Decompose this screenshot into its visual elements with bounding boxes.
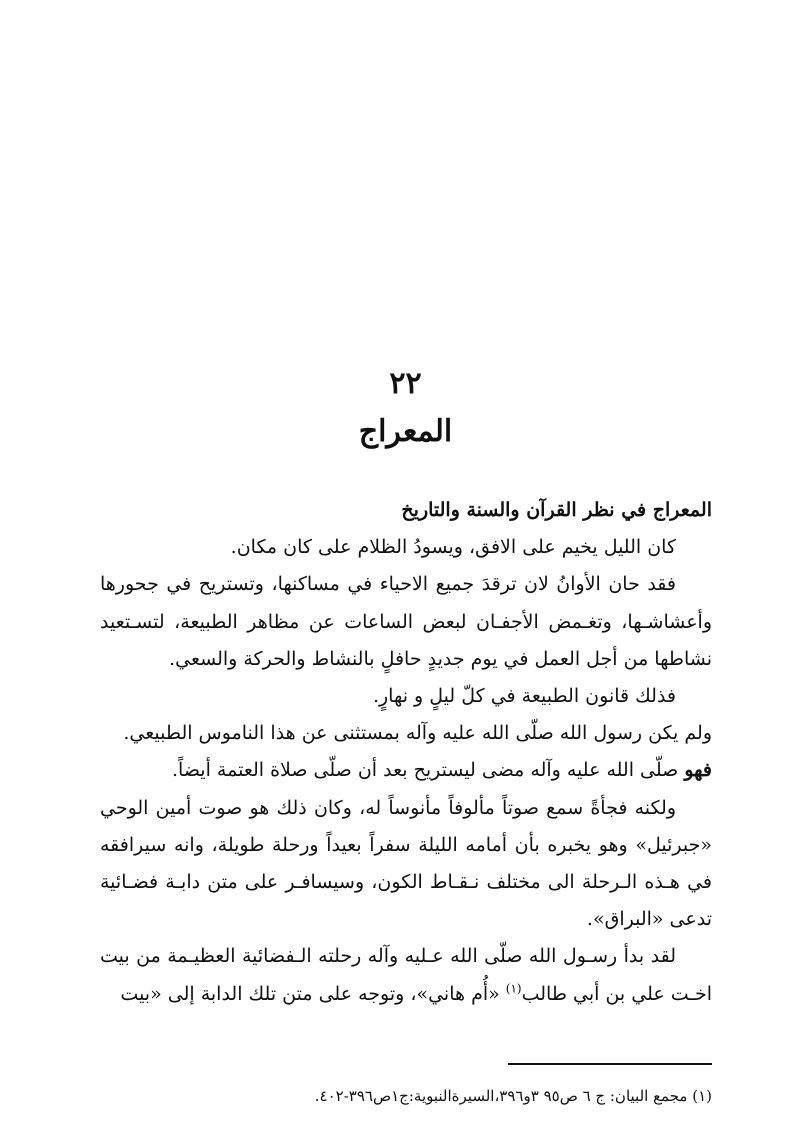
chapter-number: ٢٢ [389, 366, 422, 401]
chapter-title: المعراج [358, 414, 453, 449]
paragraph-5 [100, 752, 712, 789]
paragraph-5-rest: صلّى الله عليه وآله مضى ليستريح بعد أن صلّى صلاة العتمة أيضاً. [172, 759, 685, 782]
paragraph-6: ولكنه فجأةً سمع صوتاً مألوفاً مأنوساً له، وكان ذلك هو صوت أمين الوحي «جبرئيل» وهو يخبره بأن أمامه الليلة سفراً بعيداً ورحلة طويلة، وانه سيرافقه في هـذه الـرحلة الى مختلف نـقـاط الكون، وسيسافـر على متن دابـة فضـائية تدعى «البراق». [100, 796, 712, 931]
paragraph-3: فذلك قانون الطبيعة في كلّ ليلٍ و نهارٍ. [372, 685, 676, 708]
paragraph-7-part1: لقد بدأ رسـول الله صلّى الله عـليه وآله رحلته الـفضائية العظيـمة من بيت اخـت علي بن أبي طالب [100, 945, 712, 1005]
paragraph-5-lead: فهو [684, 759, 712, 782]
paragraph-4: ولم يكن رسول الله صلّى الله عليه وآله بمستثنى عن هذا الناموس الطبيعي. [123, 722, 712, 745]
paragraph-1: كان الليل يخيم على الافق، ويسودُ الظلام على كان مكان. [230, 536, 676, 559]
paragraph-2: فقد حان الأوانُ لان ترقدَ جميع الاحياء في مساكنها، وتستريح في جحورها وأعشاشـها، وتغـمض الأجفـان لبعض الساعات عن مظاهر الطبيعة، لتسـتعيد نشاطها من أجل العمل في يوم جديدٍ حافلٍ بالنشاط والحركة والسعي. [100, 573, 712, 670]
footnote-reference[interactable]: (١) [505, 981, 522, 996]
section-heading: المعراج في نظر القرآن والسنة والتاريخ [401, 499, 712, 521]
body-text [100, 492, 712, 1013]
paragraph-7 [100, 938, 712, 1012]
footnote: (١) مجمع البيان: ج ٦ ص٩٥ ٣و٣٩٦،السيرةالنبوية:ج١ص٣٩٦-٤٠٢. [314, 1087, 712, 1105]
paragraph-7-part2: «أُم هاني»، وتوجه على متن تلك الدابة إلى «بيت [120, 982, 506, 1005]
footnote-divider [508, 1063, 712, 1065]
